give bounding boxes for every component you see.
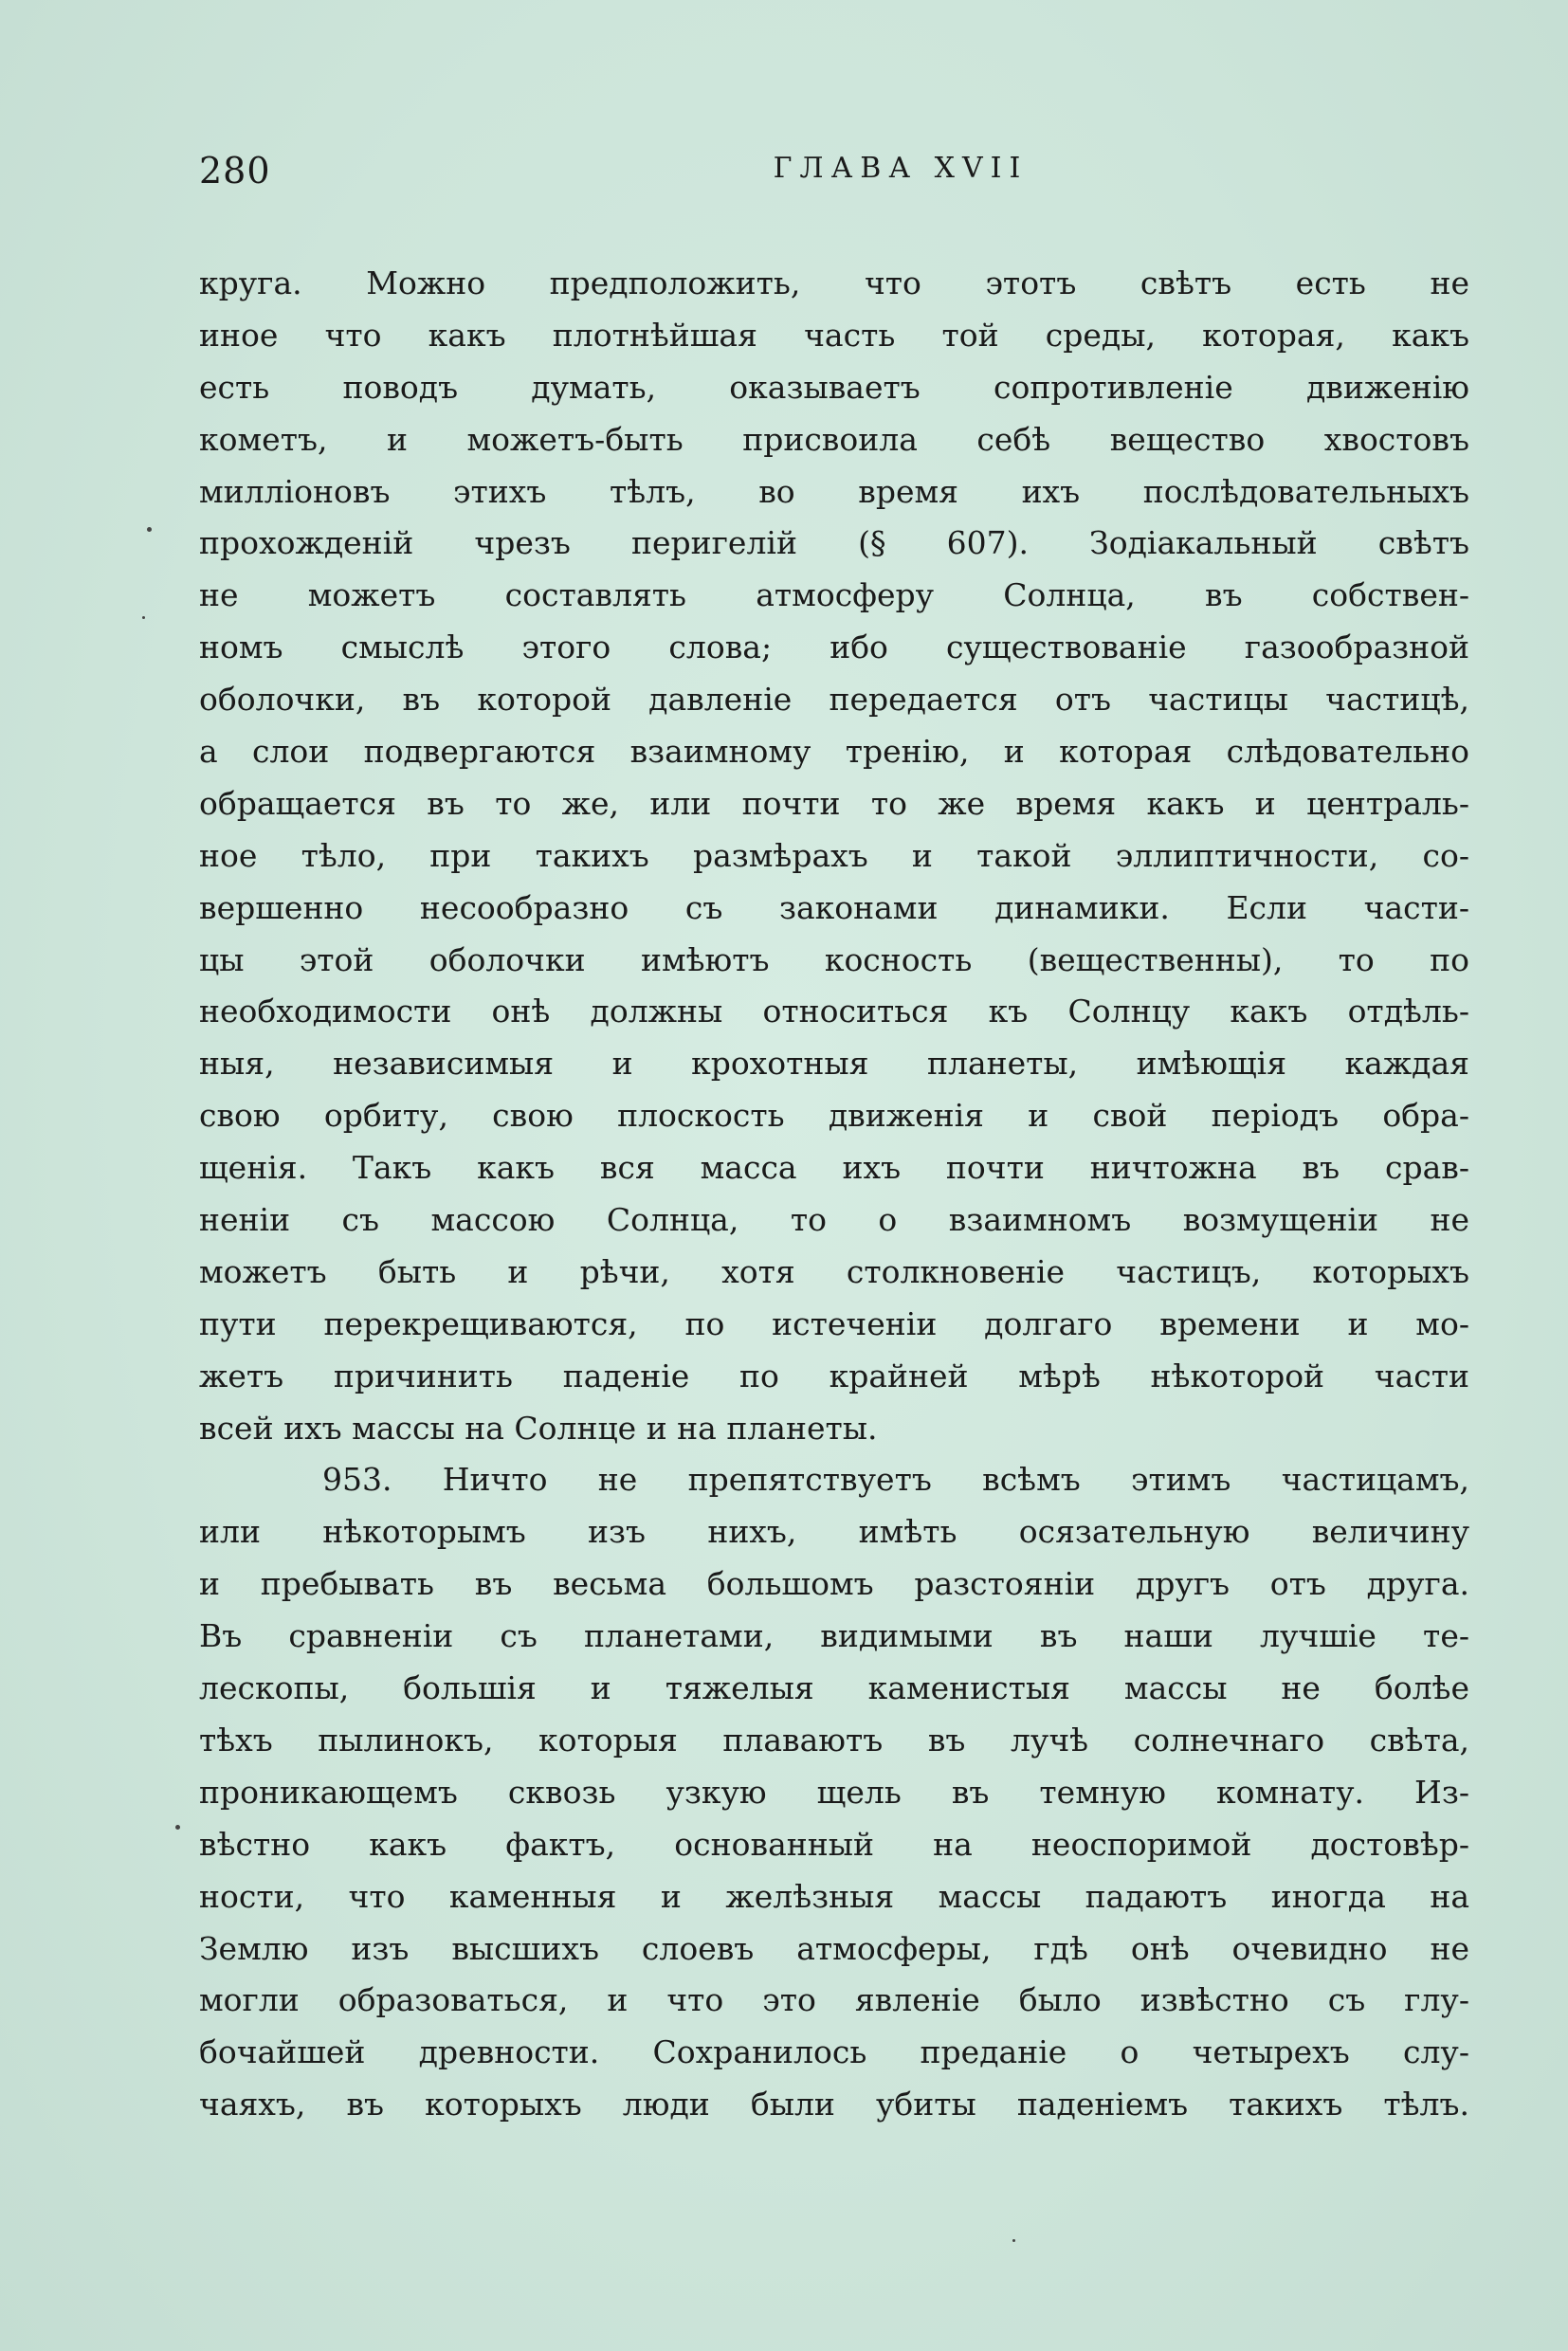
running-head: ГЛАВА XVII	[773, 152, 1029, 185]
text-line: не можетъ составлять атмосферу Солнца, въ собствен-	[199, 576, 1469, 614]
text-line: пути перекрещиваются, по истеченіи долгаго времени и мо-	[199, 1304, 1469, 1342]
text-line: ное тѣло, при такихъ размѣрахъ и такой эллиптичности, со-	[199, 836, 1469, 874]
text-line: иное что какъ плотнѣйшая часть той среды, которая, какъ	[199, 316, 1469, 354]
text-line: круга. Можно предположить, что этотъ свѣтъ есть не	[199, 264, 1469, 301]
text-line: жетъ причинить паденіе по крайней мѣрѣ нѣкоторой части	[199, 1357, 1469, 1394]
text-line: проникающемъ сквозь узкую щель въ темную комнату. Из-	[199, 1773, 1469, 1811]
text-line: обращается въ то же, или почти то же время какъ и централь-	[199, 784, 1469, 822]
text-line: или нѣкоторымъ изъ нихъ, имѣть осязательную величину	[199, 1513, 1469, 1551]
text-line: бочайшей древности. Сохранилось преданіе о четырехъ слу-	[199, 2033, 1469, 2071]
body-text	[199, 258, 1469, 2131]
section-953-first-line: 953. Ничто не препятствуетъ всѣмъ этимъ частицамъ,	[322, 1461, 1469, 1499]
text-line: оболочки, въ которой давленіе передается отъ частицы частицѣ,	[199, 681, 1469, 719]
speck-mark	[175, 1825, 180, 1830]
text-line: могли образоваться, и что это явленіе было извѣстно съ глу-	[199, 1981, 1469, 2019]
text-line: и пребывать въ весьма большомъ разстояніи другъ отъ друга.	[199, 1565, 1469, 1603]
text-line: цы этой оболочки имѣютъ косность (вещественны), то по	[199, 940, 1469, 978]
text-line: Землю изъ высшихъ слоевъ атмосферы, гдѣ онѣ очевидно не	[199, 1929, 1469, 1967]
text-line: а слои подвергаются взаимному тренію, и которая слѣдовательно	[199, 733, 1469, 771]
text-line: неніи съ массою Солнца, то о взаимномъ возмущеніи не	[199, 1201, 1469, 1239]
text-line: можетъ быть и рѣчи, хотя столкновеніе частицъ, которыхъ	[199, 1252, 1469, 1290]
text-line: тѣхъ пылинокъ, которыя плаваютъ въ лучѣ солнечнаго свѣта,	[199, 1721, 1469, 1759]
speck-mark	[147, 527, 152, 532]
text-line: ности, что каменныя и желѣзныя массы падаютъ иногда на	[199, 1877, 1469, 1915]
speck-mark	[142, 616, 145, 619]
text-line: номъ смыслѣ этого слова; ибо существованіе газообразной	[199, 629, 1469, 666]
text-line: вершенно несообразно съ законами динамики. Если части-	[199, 888, 1469, 926]
text-line: ныя, независимыя и крохотныя планеты, имѣющія каждая	[199, 1045, 1469, 1083]
text-line: есть поводъ думать, оказываетъ сопротивленіе движенію	[199, 368, 1469, 406]
text-line: щенія. Такъ какъ вся масса ихъ почти ничтожна въ срав-	[199, 1149, 1469, 1187]
text-line: свою орбиту, свою плоскость движенія и свой періодъ обра-	[199, 1097, 1469, 1135]
paragraph-end-line: всей ихъ массы на Солнце и на планеты.	[199, 1409, 878, 1447]
text-line: необходимости онѣ должны относиться къ Солнцу какъ отдѣль-	[199, 993, 1469, 1030]
text-line: чаяхъ, въ которыхъ люди были убиты паденіемъ такихъ тѣлъ.	[199, 2086, 1469, 2123]
text-line: милліоновъ этихъ тѣлъ, во время ихъ послѣдовательныхъ	[199, 472, 1469, 510]
speck-mark	[1012, 2239, 1015, 2242]
page-header	[199, 150, 1469, 197]
text-line: вѣстно какъ фактъ, основанный на неоспоримой достовѣр-	[199, 1825, 1469, 1863]
page-number: 280	[199, 150, 271, 191]
text-line: Въ сравненіи съ планетами, видимыми въ наши лучшіе те-	[199, 1617, 1469, 1655]
text-line: прохожденій чрезъ перигелій (§ 607). Зодіакальный свѣтъ	[199, 524, 1469, 562]
text-line: лескопы, большія и тяжелыя каменистыя массы не болѣе	[199, 1669, 1469, 1707]
text-line: кометъ, и можетъ-быть присвоила себѣ вещество хвостовъ	[199, 420, 1469, 458]
